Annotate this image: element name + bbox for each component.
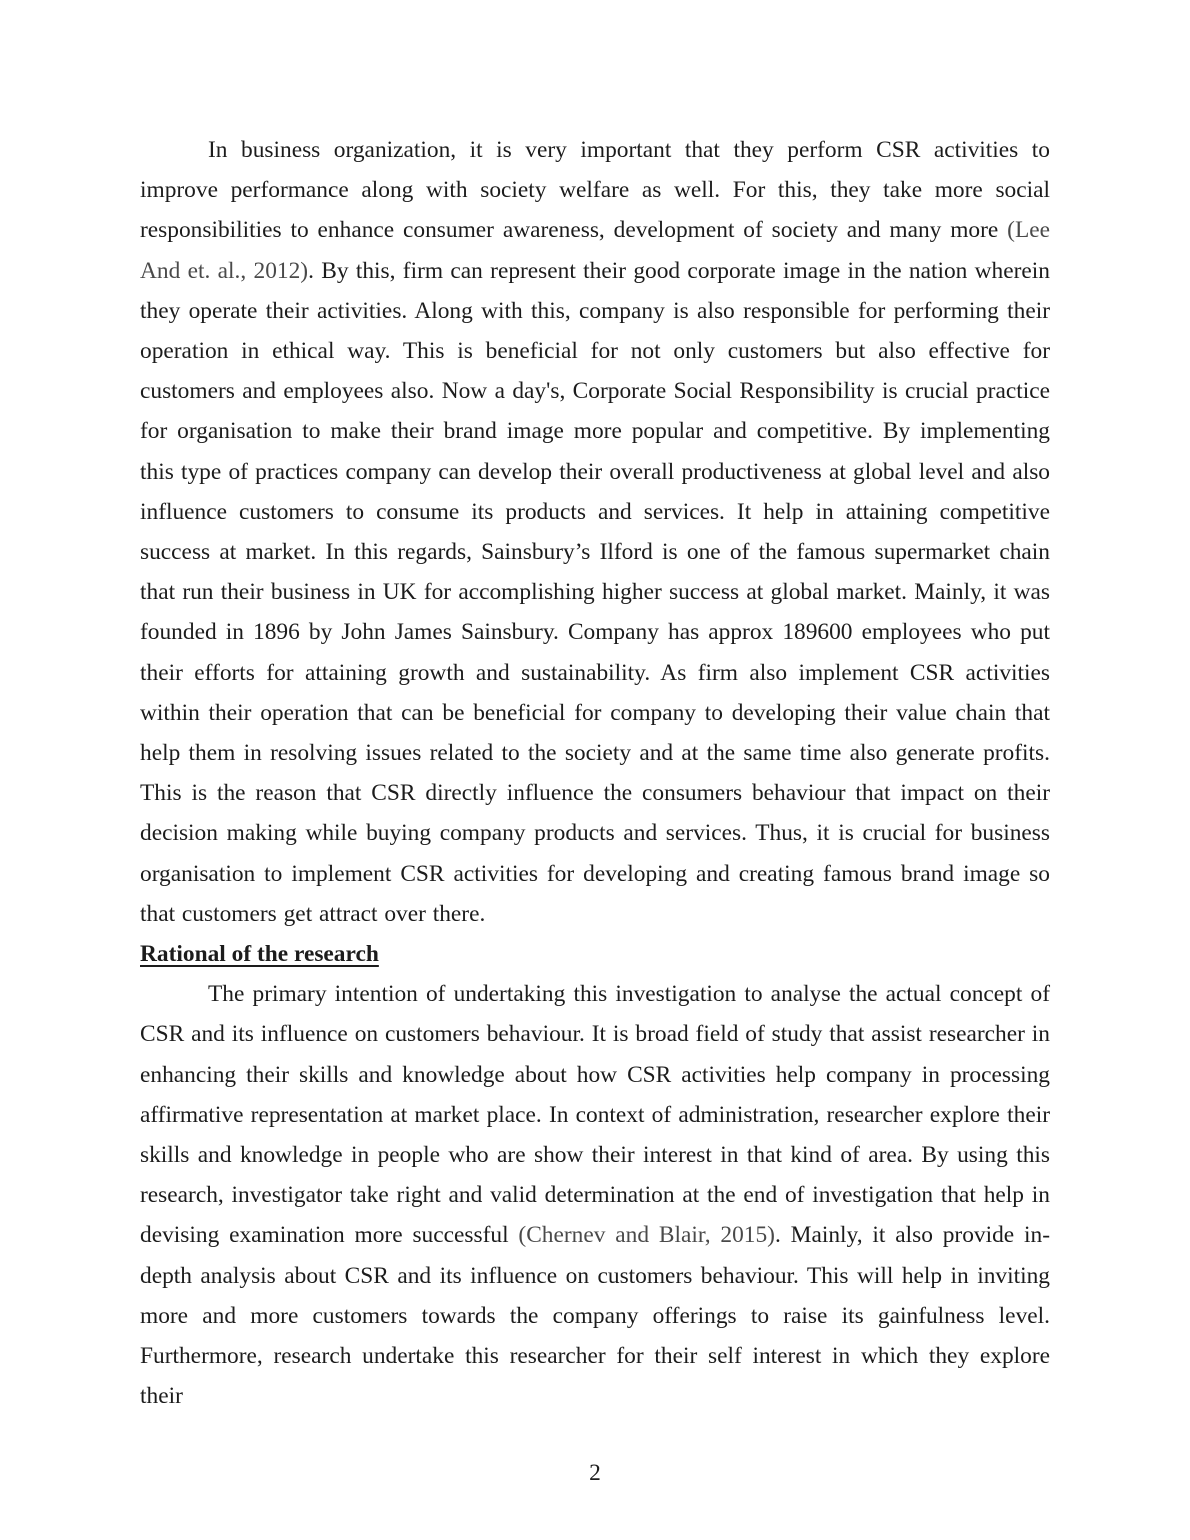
text-run: . By this, firm can represent their good corporate image in the nation wherein they operate their activities. Along with this, company is also responsible for performing their operation in ethical way. This is beneficial for not only customers but also effective for customers and employees also. Now a day's, Corporate Social Responsibility is crucial practice for organisation to make their brand image more popular and competitive. By implementing this type of practices company can develop their overall productiveness at global level and also influence customers to consume its products and services. It help in attaining competitive success at market. In this regards, Sainsbury’s Ilford is one of the famous supermarket chain that run their business in UK for accomplishing higher success at global market. Mainly, it was founded in 1896 by John James Sainsbury. Company has approx 189600 employees who put their efforts for attaining growth and sustainability. As firm also implement CSR activities within their operation that can be beneficial for company to developing their value chain that help them in resolving issues related to the society and at the same time also generate profits. This is the reason that CSR directly influence the consumers behaviour that impact on their decision making while buying company products and services. Thus, it is crucial for business organisation to implement CSR activities for developing and creating famous brand image so that customers get attract over there. [140,257,1051,927]
section-heading-rational-of-the-research: Rational of the research [140,941,379,968]
page-footer [140,1453,1050,1493]
document-content [140,130,1050,1493]
page-number: 2 [589,1459,601,1486]
text-run: The primary intention of undertaking this investigation to analyse the actual concept of CSR and its influence on customers behaviour. It is broad field of study that assist researcher in enhancing their skills and knowledge about how CSR activities help company in processing affirmative representation at market place. In context of administration, researcher explore their skills and knowledge in people who are show their interest in that kind of area. By using this research, investigator take right and valid determination at the end of investigation that help in devising examination more successful [140,981,1050,1249]
text-run: . Mainly, it also provide in-depth analysis about CSR and its influence on customers behaviour. This will help in inviting more and more customers towards the company offerings to raise its gainfulness level. Furthermore, research undertake this researcher for their self interest in which they explore their [140,1222,1050,1410]
text-run: In business organization, it is very important that they perform CSR activities to improve performance along with society welfare as well. For this, they take more social responsibilities to enhance consumer awareness, development of society and many more [140,137,1050,244]
paragraph-rational [140,974,1050,1416]
citation-lee-2012: (Lee And et. al., 2012) [140,217,1050,284]
citation-chernev-blair-2015: (Chernev and Blair, 2015) [518,1222,775,1249]
paragraph-intro-csr [140,130,1050,934]
